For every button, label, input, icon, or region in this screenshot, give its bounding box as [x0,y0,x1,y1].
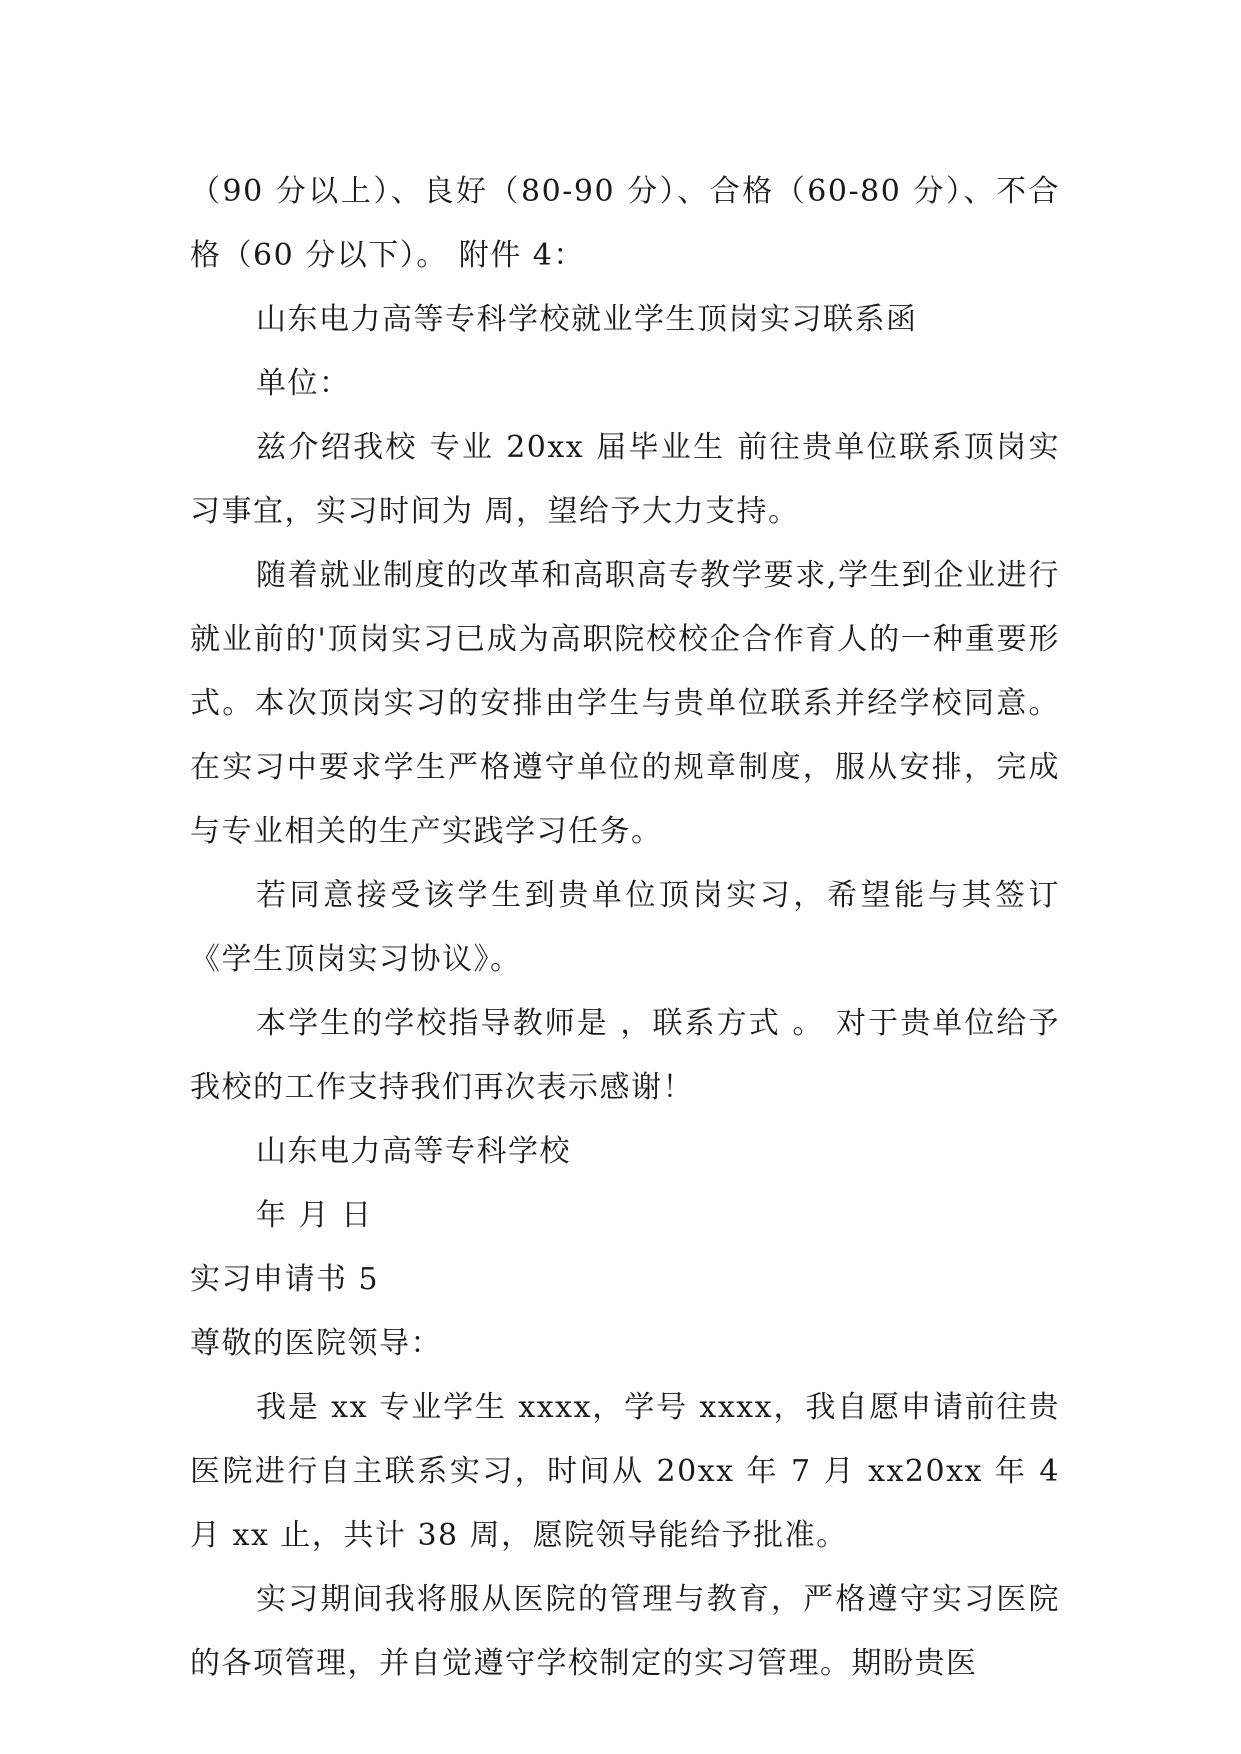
paragraph-advisor-and-thanks: 本学生的学校指导教师是 ，联系方式 。 对于贵单位给予我校的工作支持我们再次表示感谢！ [190,1006,1060,1105]
paragraph-application-request: 我是 xx 专业学生 xxxx，学号 xxxx，我自愿申请前往贵医院进行自主联系实习，时间从 20xx 年 7 月 xx20xx 年 4 月 xx 止，共计 38 周，愿院领导能给予批准。 [190,1390,1060,1553]
signature-date: 年 月 日 [256,1198,373,1233]
paragraph-internship-commitment: 实习期间我将服从医院的管理与教育，严格遵守实习医院的各项管理，并自觉遵守学校制定的实习管理。期盼贵医 [190,1582,1060,1681]
paragraph-internship-background: 随着就业制度的改革和高职高专教学要求,学生到企业进行就业前的'顶岗实习已成为高职院校校企合作育人的一种重要形式。本次顶岗实习的安排由学生与贵单位联系并经学校同意。在实习中要求学生严格遵守单位的规章制度，服从安排，完成与专业相关的生产实践学习任务。 [190,558,1060,849]
paragraph-grading-and-attachment: （90 分以上）、良好（80-90 分）、合格（60-80 分）、不合格（60 分以下）。 附件 4： [190,174,1060,273]
signature-school: 山东电力高等专科学校 [256,1134,571,1169]
salutation: 尊敬的医院领导： [190,1326,442,1361]
letter-title: 山东电力高等专科学校就业学生顶岗实习联系函 [256,302,918,337]
paragraph-agreement-request: 若同意接受该学生到贵单位顶岗实习，希望能与其签订《学生顶岗实习协议》。 [190,878,1060,977]
addressee-line: 单位： [256,366,351,401]
document-body [190,160,1060,1696]
paragraph-introduction: 兹介绍我校 专业 20xx 届毕业生 前往贵单位联系顶岗实习事宜，实习时间为 周，望给予大力支持。 [190,430,1060,529]
section-heading-application-5: 实习申请书 5 [190,1262,380,1297]
